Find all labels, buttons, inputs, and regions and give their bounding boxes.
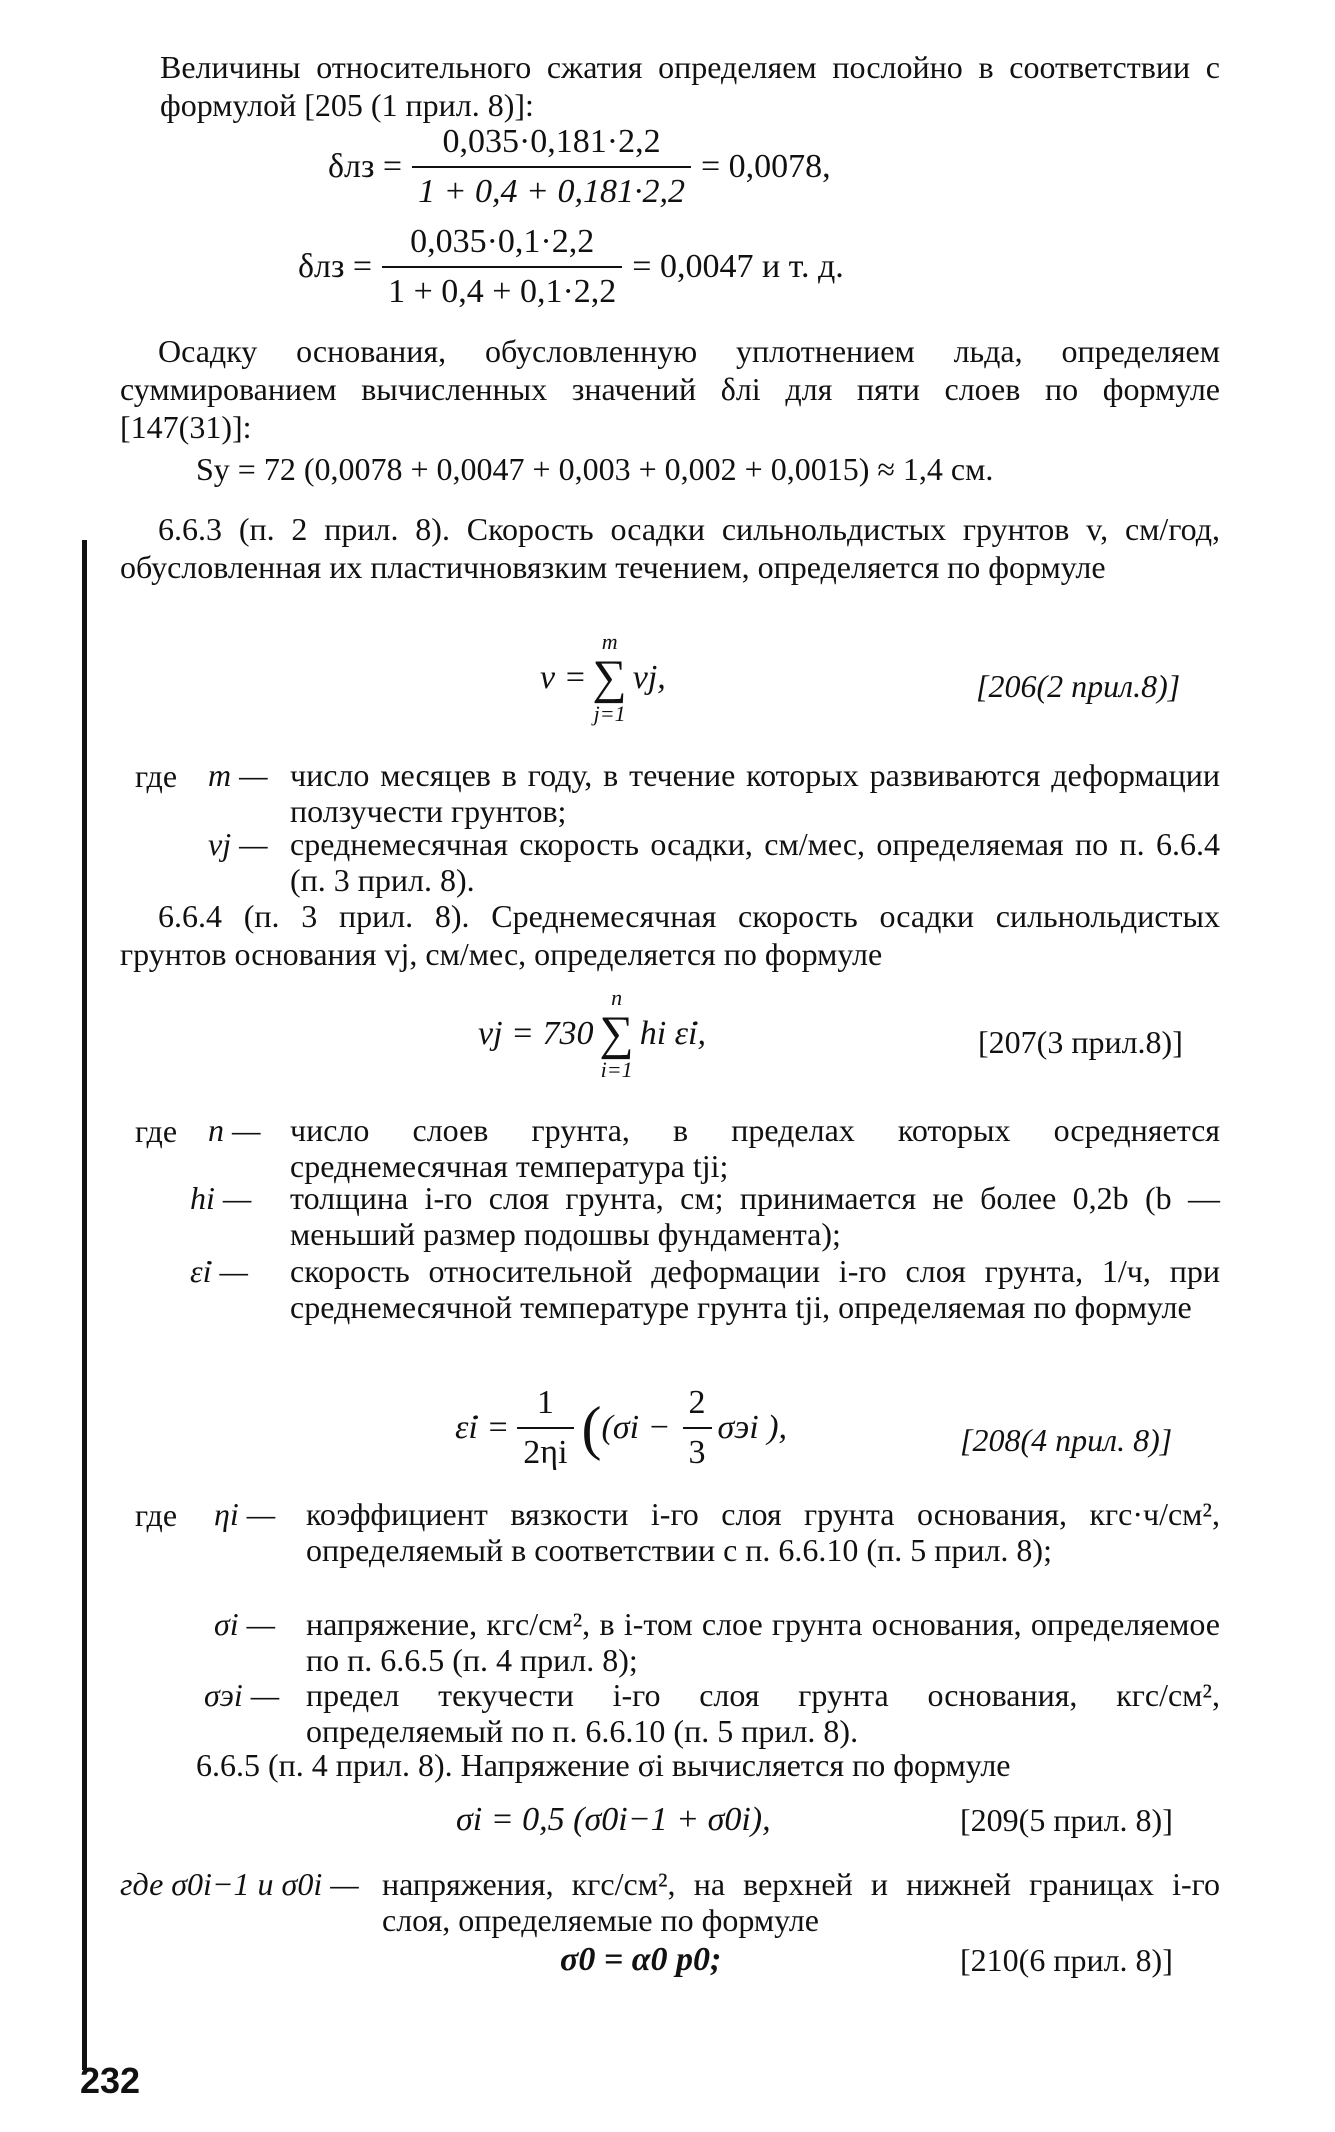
definition-hi: [190, 1180, 1220, 1252]
formula-206: [540, 630, 666, 726]
sum-lower-limit: i=1: [600, 1057, 633, 1082]
definition-body: число слоев грунта, в пределах которых осредняется среднемесячная температура tji;: [290, 1112, 1220, 1184]
definition-body: напряжения, кгс/см², на верхней и нижней границах i-го слоя, определяемые по формуле: [382, 1866, 1220, 1938]
formula-207-sum: [599, 986, 633, 1082]
definition-m: [208, 757, 1220, 829]
delta2-fraction: [412, 122, 691, 212]
delta3-formula: [298, 222, 844, 312]
definition-term: hi —: [190, 1180, 252, 1216]
definition-sigma-yield: [204, 1677, 1220, 1749]
definition-body: коэффициент вязкости i-го слоя грунта основания, кгс·ч/см², определяемый в соответствии с п. 6.6.10 (п. 5 прил. 8);: [306, 1496, 1220, 1568]
definition-term: где σ0i−1 и σ0i —: [120, 1866, 359, 1902]
equation-number-207: [207(3 прил.8)]: [978, 1024, 1183, 1060]
definition-body: среднемесячная скорость осадки, см/мес, определяемая по п. 6.6.4 (п. 3 прил. 8).: [290, 826, 1220, 898]
definition-term: vj —: [208, 826, 268, 862]
definition-n: [208, 1112, 1220, 1184]
delta2-lhs: δлз =: [328, 148, 403, 185]
delta2-denominator: 1 + 0,4 + 0,181·2,2: [418, 173, 685, 210]
definition-body: число месяцев в году, в течение которых развиваются деформации ползучести грунтов;: [290, 757, 1220, 829]
formula-210-expression: σ0 = α0 p0;: [560, 1941, 722, 1978]
formula-207-rhs: hi ε̇i,: [639, 1015, 706, 1052]
fraction-numerator: 2: [683, 1383, 712, 1429]
settlement-paragraph: Осадку основания, обусловленную уплотнением льда, определяем суммированием вычисленных значений δлi для пяти слоев по формуле [147(31)]:: [120, 333, 1220, 445]
definition-sigma-bounds: [120, 1866, 1220, 1938]
section-6-6-5-paragraph: 6.6.5 (п. 4 прил. 8). Напряжение σi вычисляется по формуле: [196, 1747, 1011, 1783]
definition-body: напряжение, кгс/см², в i-том слое грунта основания, определяемое по п. 6.6.5 (п. 4 прил. 8);: [306, 1606, 1220, 1678]
delta2-rhs: = 0,0078,: [700, 148, 831, 185]
fraction-denominator: 2ηi: [523, 1434, 568, 1471]
delta2-numerator: 0,035·0,181·2,2: [412, 122, 691, 168]
definition-term: σэi —: [204, 1677, 280, 1713]
delta3-numerator: 0,035·0,1·2,2: [382, 222, 622, 268]
definition-term: σi —: [214, 1606, 276, 1642]
definition-term: ηi —: [214, 1496, 276, 1532]
delta3-fraction: [382, 222, 622, 312]
definition-body: предел текучести i-го слоя грунта основания, кгс/см², определяемый по п. 6.6.10 (п. 5 прил. 8).: [306, 1677, 1220, 1749]
definition-epsilon: [190, 1253, 1220, 1361]
definition-body: скорость относительной деформации i-го слоя грунта, 1/ч, при среднемесячной температуре грунта tji, определяемая по формуле: [290, 1253, 1220, 1325]
fraction-numerator: 1: [517, 1383, 573, 1429]
definition-term: n —: [208, 1112, 261, 1148]
equation-number-209: [209(5 прил. 8)]: [960, 1802, 1173, 1838]
delta3-rhs: = 0,0047 и т. д.: [632, 248, 844, 285]
formula-208-fraction-1: [517, 1383, 573, 1473]
formula-209: [456, 1800, 771, 1840]
delta3-lhs: δлз =: [298, 248, 373, 285]
definition-sigma-i: [214, 1606, 1220, 1678]
settlement-formula: Sу = 72 (0,0078 + 0,0047 + 0,003 + 0,002 + 0,0015) ≈ 1,4 см.: [196, 451, 994, 487]
section-6-6-3-paragraph: 6.6.3 (п. 2 прил. 8). Скорость осадки сильнольдистых грунтов v, см/год, обусловленная их пластичновязким течением, определяется по формуле: [120, 511, 1220, 585]
sigma-icon: ∑: [599, 1007, 634, 1060]
fraction-denominator: 3: [688, 1434, 706, 1471]
sum-upper-limit: m: [601, 629, 618, 654]
definition-eta: [214, 1496, 1220, 1604]
formula-209-expression: σi = 0,5 (σ0i−1 + σ0i),: [456, 1801, 771, 1838]
equation-number-210: [210(6 прил. 8)]: [960, 1942, 1173, 1978]
where-label-208: где: [135, 1497, 178, 1533]
where-label-207: где: [135, 1113, 178, 1149]
formula-206-lhs: v =: [540, 659, 587, 696]
definition-body: толщина i-го слоя грунта, см; принимается не более 0,2b (b — меньший размер подошвы фундамента);: [290, 1180, 1220, 1252]
formula-207-lhs: vj = 730: [478, 1015, 594, 1052]
formula-206-sum: [593, 630, 627, 726]
sum-upper-limit: n: [611, 985, 623, 1010]
delta2-formula: [328, 122, 831, 212]
formula-208-lhs: ε̇i =: [455, 1409, 510, 1446]
formula-206-rhs: vj,: [632, 659, 666, 696]
intro-paragraph: Величины относительного сжатия определяем послойно в соответствии с формулой [205 (1 прил. 8)]:: [160, 49, 1220, 123]
equation-number-206: [206(2 прил.8)]: [976, 668, 1181, 704]
formula-207: [478, 986, 706, 1082]
sigma-icon: ∑: [592, 651, 627, 704]
section-6-6-4-paragraph: 6.6.4 (п. 3 прил. 8). Среднемесячная скорость осадки сильнольдистых грунтов основания vj, см/мес, определяется по формуле: [120, 898, 1220, 972]
page-number: 232: [80, 2060, 141, 2101]
formula-210: [560, 1940, 721, 1980]
definition-term: m —: [208, 757, 268, 793]
margin-change-bar: [82, 540, 87, 2070]
equation-number-208: [208(4 прил. 8)]: [960, 1422, 1173, 1458]
formula-208: [455, 1383, 787, 1473]
definition-term: ε̇i —: [190, 1253, 248, 1289]
delta3-denominator: 1 + 0,4 + 0,1·2,2: [388, 273, 617, 310]
sum-lower-limit: j=1: [593, 701, 626, 726]
left-paren-icon: (: [581, 1395, 602, 1461]
formula-208-sigma: (σi −: [601, 1409, 671, 1446]
formula-208-fraction-2: [683, 1383, 712, 1473]
where-label-206: где: [135, 758, 178, 794]
definition-vj: [208, 826, 1220, 898]
formula-208-sigma-yield: σэi ),: [717, 1409, 788, 1446]
